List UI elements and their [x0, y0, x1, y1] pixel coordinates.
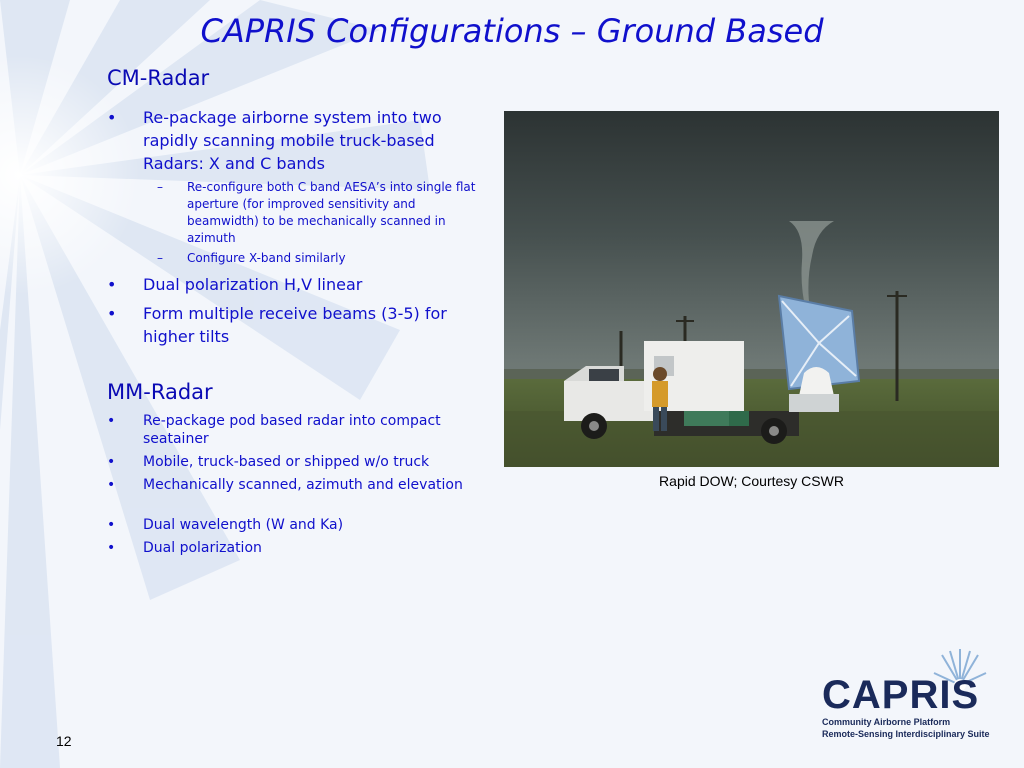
- photo-caption: Rapid DOW; Courtesy CSWR: [659, 473, 844, 489]
- cm-sub-bullet-1: [157, 179, 487, 247]
- logo-wordmark: CAPRIS: [822, 673, 980, 717]
- mm-bullet-4: [107, 516, 492, 534]
- mm-bullet-1: [107, 412, 492, 448]
- bullet-text: Mobile, truck-based or shipped w/o truck: [143, 454, 430, 470]
- logo-subtitle-2: Remote-Sensing Interdisciplinary Suite: [822, 729, 990, 739]
- bullet-mark: •: [107, 108, 117, 127]
- bullet-text: Mechanically scanned, azimuth and elevation: [143, 477, 463, 493]
- mm-radar-heading: MM-Radar: [107, 380, 213, 404]
- cm-bullet-3: [107, 302, 492, 348]
- bullet-text: Dual polarization H,V linear: [143, 275, 363, 294]
- page-title: CAPRIS Configurations – Ground Based: [200, 12, 824, 50]
- radar-truck-photo: [504, 111, 999, 467]
- bullet-mark: •: [107, 517, 116, 533]
- mm-bullet-2: [107, 453, 492, 471]
- cm-bullet-1: [107, 106, 492, 175]
- bullet-text: Form multiple receive beams (3-5) for higher tilts: [143, 304, 447, 346]
- bullet-text: Dual wavelength (W and Ka): [143, 517, 344, 533]
- mm-bullet-5: [107, 539, 492, 557]
- cm-radar-heading: CM-Radar: [107, 66, 210, 90]
- bullet-mark: •: [107, 540, 116, 556]
- bullet-mark: •: [107, 275, 117, 294]
- sub-bullet-text: Configure X-band similarly: [187, 251, 346, 265]
- bullet-mark: •: [107, 413, 116, 429]
- bullet-mark: •: [107, 304, 117, 323]
- bullet-mark: •: [107, 477, 116, 493]
- page-number: 12: [56, 733, 72, 749]
- cm-bullet-2: [107, 273, 492, 296]
- mm-bullet-3: [107, 476, 492, 494]
- sub-bullet-mark: –: [157, 251, 163, 265]
- sub-bullet-mark: –: [157, 180, 163, 194]
- bullet-mark: •: [107, 454, 116, 470]
- bullet-text: Dual polarization: [143, 540, 262, 556]
- cm-sub-bullet-2: [157, 250, 487, 267]
- bullet-text: Re-package pod based radar into compact seatainer: [143, 413, 441, 447]
- capris-logo: [815, 645, 1005, 745]
- sub-bullet-text: Re-configure both C band AESA’s into single flat aperture (for improved sensitivity and beamwidth) to be mechanically scanned in azimuth: [187, 180, 476, 245]
- bullet-text: Re-package airborne system into two rapidly scanning mobile truck-based Radars: X and C bands: [143, 108, 442, 173]
- logo-subtitle-1: Community Airborne Platform: [822, 717, 951, 727]
